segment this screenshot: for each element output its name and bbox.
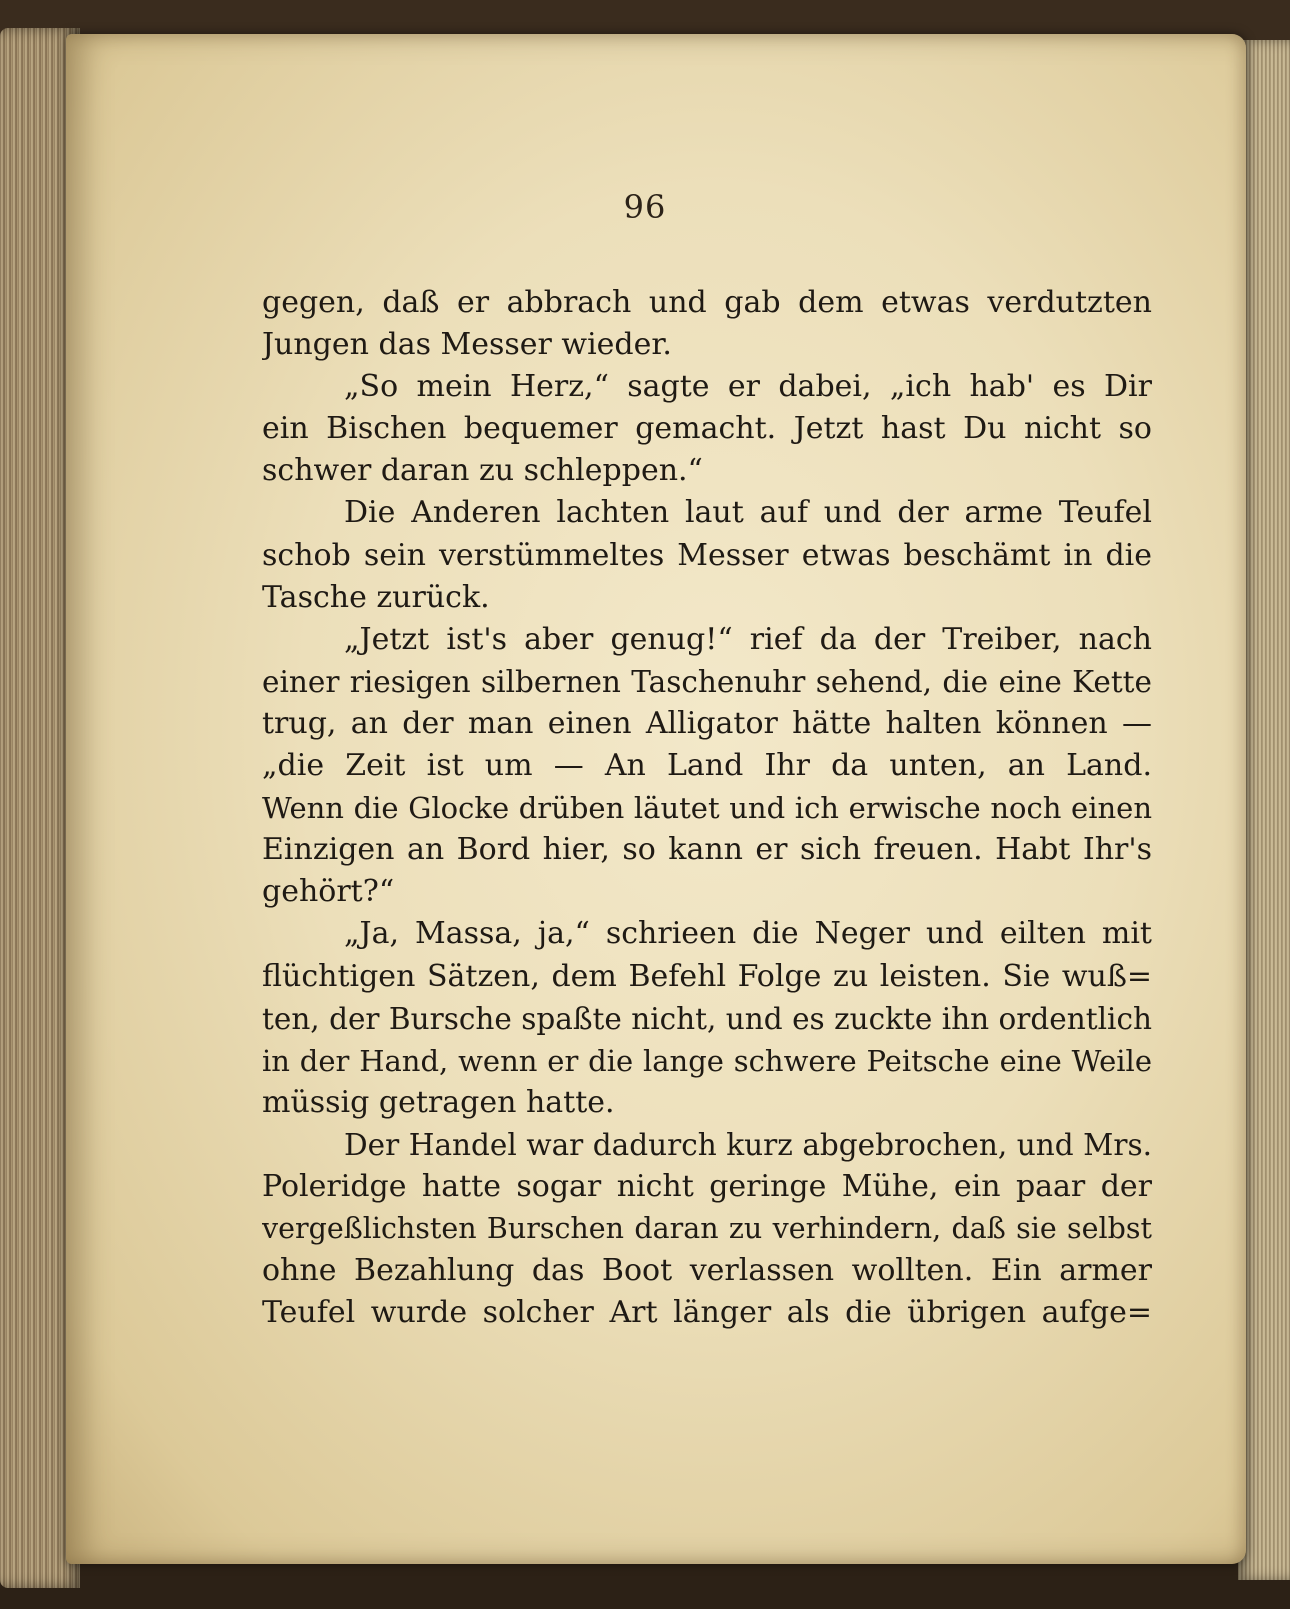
text-line: ten, der Bursche spaßte nicht, und es zuckte ihn ordentlich — [262, 1001, 1152, 1036]
text-line: Teufel wurde solcher Art länger als die übrigen aufge= — [262, 1295, 1152, 1331]
text-line: ein Bischen bequemer gemacht. Jetzt hast Du nicht so — [262, 411, 1152, 447]
text-line: trug, an der man einen Alligator hätte halten können — — [262, 705, 1152, 741]
page-number: 96 — [623, 188, 667, 226]
text-line: Die Anderen lachten laut auf und der arme Teufel — [344, 495, 1152, 531]
text-line: „So mein Herz,“ sagte er dabei, „ich hab' es Dir — [344, 369, 1152, 405]
text-line: gegen, daß er abbrach und gab dem etwas verdutzten — [262, 285, 1152, 320]
text-line: ohne Bezahlung das Boot verlassen wollten. Ein armer — [262, 1253, 1152, 1289]
text-line: Tasche zurück. — [262, 579, 490, 615]
text-line: schwer daran zu schleppen.“ — [262, 453, 703, 489]
text-line: „die Zeit ist um — An Land Ihr da unten, an Land. — [262, 748, 1152, 784]
text-line: Jungen das Messer wieder. — [262, 327, 672, 363]
text-line: Wenn die Glocke drüben läutet und ich erwische noch einen — [262, 791, 1152, 826]
text-line: gehört?“ — [262, 874, 395, 910]
text-line: Der Handel war dadurch kurz abgebrochen, und Mrs. — [344, 1127, 1152, 1162]
text-line: Poleridge hatte sogar nicht geringe Mühe, ein paar der — [262, 1168, 1152, 1204]
text-line: schob sein verstümmeltes Messer etwas beschämt in die — [262, 537, 1152, 573]
text-line: in der Hand, wenn er die lange schwere Peitsche eine Weile — [262, 1043, 1152, 1078]
text-line: einer riesigen silbernen Taschenuhr sehend, die eine Kette — [262, 664, 1152, 699]
text-line: vergeßlichsten Burschen daran zu verhindern, daß sie selbst — [262, 1212, 1152, 1246]
text-line: „Ja, Massa, ja,“ schrieen die Neger und eilten mit — [344, 916, 1152, 952]
text-line: müssig getragen hatte. — [262, 1084, 615, 1120]
text-line: flüchtigen Sätzen, dem Befehl Folge zu leisten. Sie wuß= — [262, 958, 1152, 994]
page-body-text — [262, 282, 1152, 1334]
text-line: Einzigen an Bord hier, so kann er sich freuen. Habt Ihr's — [262, 832, 1152, 868]
text-line: „Jetzt ist's aber genug!“ rief da der Treiber, nach — [344, 621, 1152, 657]
